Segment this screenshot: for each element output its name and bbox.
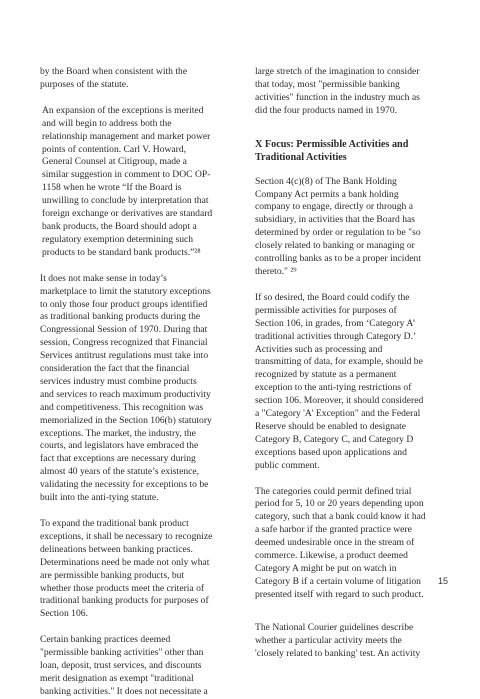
- right-paragraph-3: If so desired, the Board could codify the permissible activities for purposes of Section 106, in grades, from ‘Category A’ traditional activities through Category D.’ Activities such as processing and transmitting of data, for example, should be recognized by statute as a permanent exception to the anti-tying restrictions of section 106. Moreover, it should considered a "Category 'A' Exception" and the Federal Reserve should be enabled to designate Category B, Category C, and Category D exceptions based upon applications and public comment.: [255, 291, 424, 471]
- left-paragraph-3: It does not make sense in today’s marketplace to limit the statutory exceptions to only those four product groups identified as traditional banking products during the Congressional Session of 1970. During that session, Congress recognized that Financial Services antitrust regulations must take into consideration the fact that the financial services industry must combine products and services to reach maximum productivity and competitiveness. This recognition was memorialized in the Section 106(b) statutory exceptions. The market, the industry, the courts, and legislators have embraced the fact that exceptions are necessary during almost 40 years of the statute’s existence, validating the necessity for exceptions to be built into the anti-tying statute.: [40, 272, 212, 504]
- section-heading: X Focus: Permissible Activities and Traditional Activities: [255, 138, 409, 163]
- left-paragraph-2: An expansion of the exceptions is merited and will begin to address both the relationship management and market power points of contention. Carl V. Howard, General Counsel at Citigroup, made a similar suggestion in comment to DOC OP- 1158 when he wrote “If the Board is unwilling to conclude by interpretation that foreign exchange or derivatives are standard bank products, the Board should adopt a regulatory exemption determining such products to be standard bank products.”²⁸: [42, 104, 213, 258]
- right-paragraph-5: The National Courier guidelines describe whether a particular activity meets the 'closely related to banking' test. An activity: [255, 621, 421, 659]
- left-paragraph-4: To expand the traditional bank product exceptions, it shall be necessary to recognize delineations between banking practices. Determinations need be made not only what are permissible banking products, but whether those products meet the criteria of traditional banking products for purposes of Section 106.: [40, 518, 213, 620]
- left-column: [40, 66, 248, 699]
- left-paragraph-1: by the Board when consistent with the purposes of the statute.: [40, 66, 188, 90]
- right-paragraph-1: large stretch of the imagination to consider that today, most "permissible banking activities" function in the industry much as did the four products named in 1970.: [255, 66, 420, 116]
- left-paragraph-5: Certain banking practices deemed "permissible banking activities" other than loan, deposit, trust services, and discounts merit designation as exempt "traditional banking activities." It does not necessitate a: [40, 634, 208, 697]
- right-paragraph-4: The categories could permit defined trial period for 5, 10 or 20 years depending upon category, such that a bank could know it had a safe harbor if the granted practice were deemed undesirable once in the stream of commerce. Likewise, a product deemed Category A might be put on watch in Category B if a certain volume of litigation presented itself with regard to such product.: [255, 485, 426, 600]
- right-column: [255, 66, 463, 660]
- right-paragraph-2: Section 4(c)(8) of The Bank Holding Company Act permits a bank holding company to engage, directly or through a subsidiary, in activities that the Board has determined by order or regulation to be "so closely related to banking or managing or controlling banks as to be a proper incident thereto." ²⁹: [255, 175, 421, 277]
- page-number: 15: [438, 576, 449, 586]
